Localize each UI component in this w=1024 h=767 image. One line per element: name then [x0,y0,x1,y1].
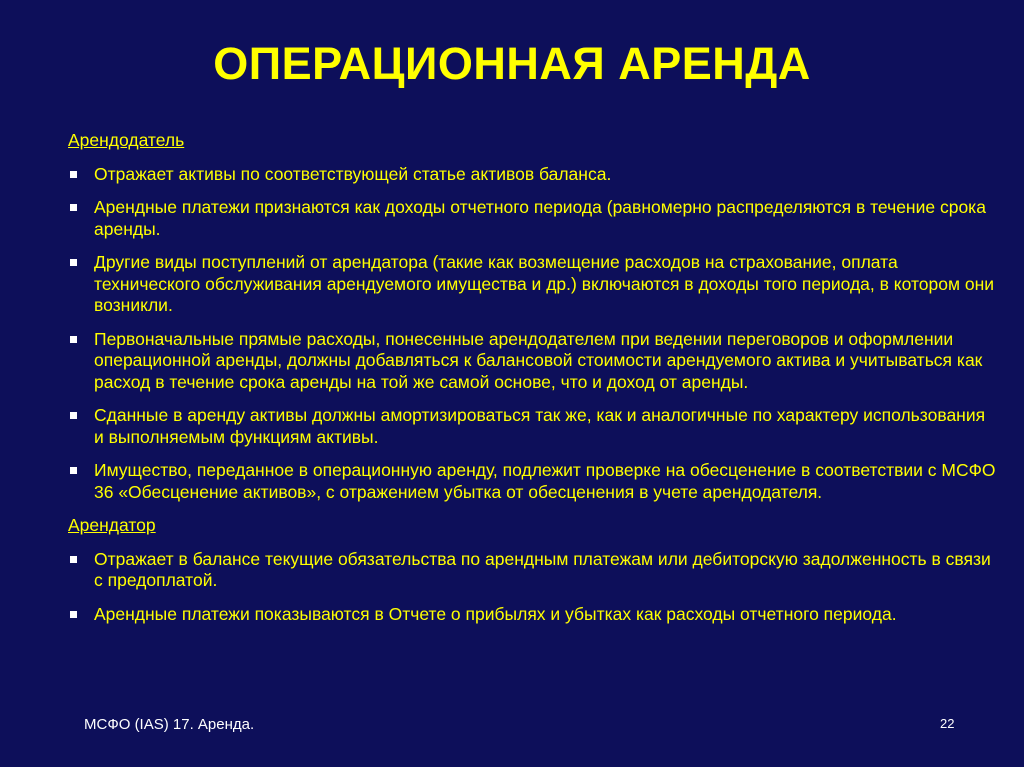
list-item [68,197,998,240]
lessee-heading: Арендатор [68,515,156,535]
list-item-text: Отражает активы по соответствующей статье активов баланса. [94,163,612,184]
list-item-text: Отражает в балансе текущие обязательства по арендным платежам или дебиторскую задолженность в связи с предоплатой. [94,548,991,590]
square-bullet-icon [70,467,77,474]
lessor-bullet-list [68,164,998,504]
list-item-text: Арендные платежи признаются как доходы отчетного периода (равномерно распределяются в течение срока аренды. [94,197,986,239]
list-item [68,405,998,448]
lessor-heading: Арендодатель [68,130,185,150]
list-item [68,329,998,394]
footer-caption: МСФО (IAS) 17. Аренда. [84,716,255,733]
square-bullet-icon [70,611,77,618]
slide-content [68,130,998,637]
square-bullet-icon [70,412,77,419]
list-item-text: Другие виды поступлений от арендатора (такие как возмещение расходов на страхование, оплата технического обслуживания арендуемого имущества и др.) включаются в доходы того периода, в котором они возникли. [94,252,995,315]
list-item [68,604,998,626]
list-item [68,460,998,503]
lessee-bullet-list [68,549,998,626]
list-item-text: Первоначальные прямые расходы, понесенные арендодателем при ведении переговоров и оформлении операционной аренды, должны добавляться к балансовой стоимости арендуемого актива и учитываться как расход в течение срока аренды на той же самой основе, что и доход от аренды. [94,328,983,392]
list-item-text: Сданные в аренду активы должны амортизироваться так же, как и аналогичные по характеру использования и выполняемым функциям активы. [94,405,986,447]
page-number: 22 [940,716,955,731]
square-bullet-icon [70,336,77,343]
square-bullet-icon [70,171,77,178]
list-item [68,549,998,592]
square-bullet-icon [70,259,77,266]
square-bullet-icon [70,556,77,563]
list-item-text: Имущество, переданное в операционную аренду, подлежит проверке на обесценение в соответствии с МСФО 36 «Обесценение активов», с отражением убытка от обесценения в учете арендодателя. [94,460,996,502]
slide-title: ОПЕРАЦИОННАЯ АРЕНДА [213,38,811,89]
list-item [68,252,998,317]
square-bullet-icon [70,204,77,211]
list-item [68,164,998,186]
list-item-text: Арендные платежи показываются в Отчете о прибылях и убытках как расходы отчетного периода. [94,603,897,624]
